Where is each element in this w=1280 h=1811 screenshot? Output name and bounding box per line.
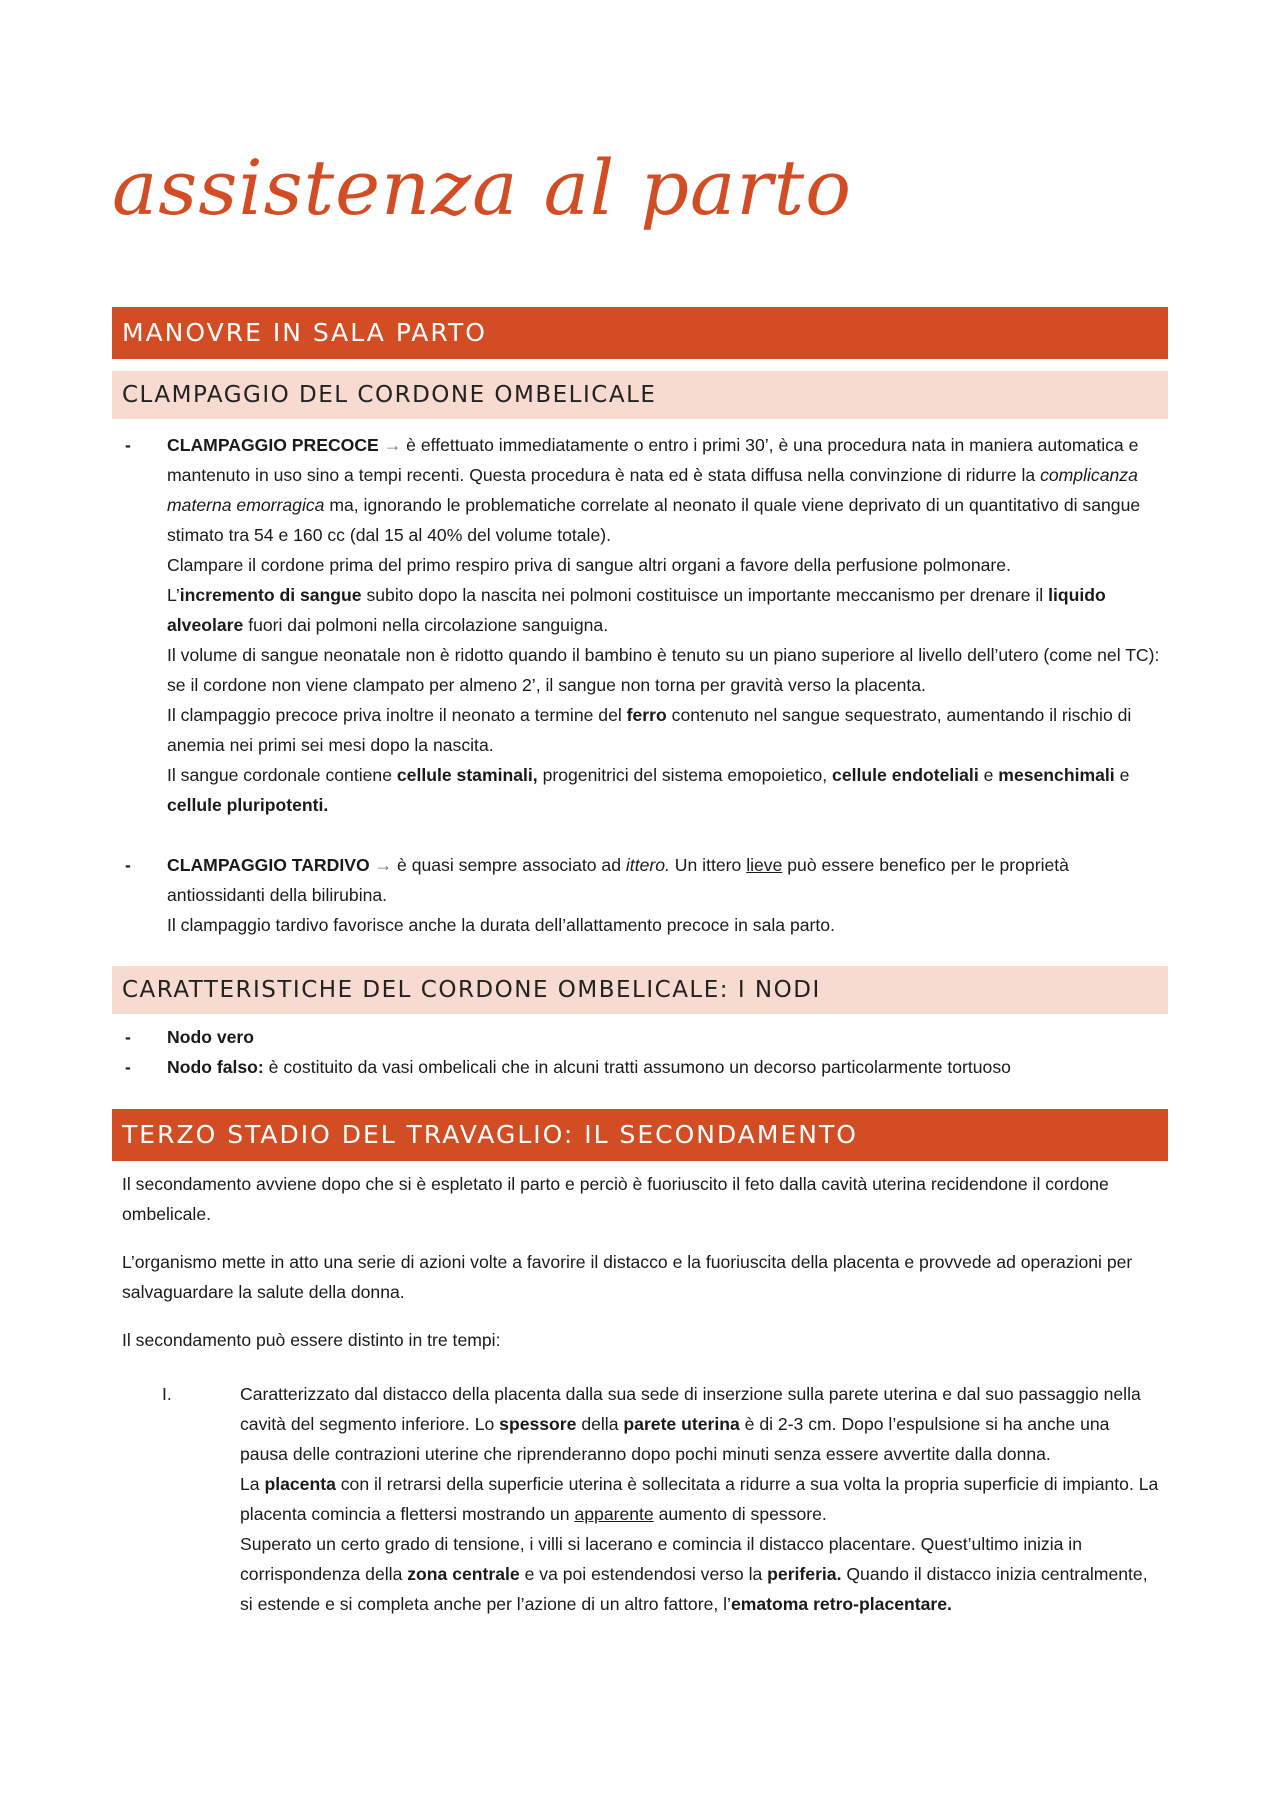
bold-text: parete uterina <box>623 1414 740 1434</box>
list-item <box>122 1022 1162 1052</box>
underlined-text: lieve <box>746 855 783 875</box>
arrow-icon: → <box>383 435 402 455</box>
bold-text: ferro <box>626 705 667 725</box>
list-item <box>122 1379 1162 1619</box>
body-text: e <box>983 765 994 785</box>
italic-text: complicanza materna emorragica <box>167 465 1138 515</box>
nodo-vero-label: Nodo vero <box>167 1027 254 1047</box>
body-text: con il retrarsi della superficie uterina è sollecitata a ridurre a sua volta la propria superficie di impianto. La placenta comincia a flettersi mostrando un <box>240 1474 1159 1524</box>
paragraph: Il secondamento può essere distinto in tre tempi: <box>122 1330 501 1350</box>
paragraph: Il secondamento avviene dopo che si è espletato il parto e perciò è fuoriuscito il feto dalla cavità uterina recidendone il cordone ombelicale. <box>122 1174 1109 1224</box>
body-text: La <box>240 1474 260 1494</box>
bold-text: placenta <box>264 1474 336 1494</box>
dash-marker: - <box>125 1027 131 1047</box>
bold-text: cellule staminali, <box>396 765 538 785</box>
body-text: contenuto nel sangue sequestrato, aumentando il rischio di anemia nei primi sei mesi dopo la nascita. <box>167 705 1132 755</box>
bold-text: mesenchimali <box>998 765 1115 785</box>
subsection-heading-nodi: CARATTERISTICHE DEL CORDONE OMBELICALE: I NODI <box>112 966 1168 1014</box>
body-text: è costituito da vasi ombelicali che in alcuni tratti assumono un decorso particolarmente tortuoso <box>268 1057 1011 1077</box>
bold-text: zona centrale <box>407 1564 520 1584</box>
bold-text: incremento di sangue <box>179 585 362 605</box>
body-text: aumento di spessore. <box>658 1504 827 1524</box>
list-item <box>122 430 1162 820</box>
paragraph: Il clampaggio tardivo favorisce anche la durata dell’allattamento precoce in sala parto. <box>167 915 835 935</box>
bold-text: spessore <box>499 1414 577 1434</box>
underlined-text: apparente <box>574 1504 654 1524</box>
clampaggio-list <box>122 430 1162 940</box>
body-text: della <box>581 1414 619 1434</box>
body-text: può essere benefico per le proprietà antiossidanti della bilirubina. <box>167 855 1069 905</box>
arrow-icon: → <box>374 855 393 875</box>
italic-text: ittero. <box>625 855 670 875</box>
bold-text: periferia. <box>767 1564 842 1584</box>
paragraph: Il volume di sangue neonatale non è ridotto quando il bambino è tenuto su un piano superiore al livello dell’utero (come nel TC): se il cordone non viene clampato per almeno 2’, il sangue non torna per gravità verso la placenta. <box>167 645 1160 695</box>
document-title: assistenza al parto <box>112 143 852 232</box>
body-text: e va poi estendendosi verso la <box>524 1564 763 1584</box>
section-heading-secondamento: TERZO STADIO DEL TRAVAGLIO: IL SECONDAMENTO <box>112 1109 1168 1161</box>
paragraph: L’organismo mette in atto una serie di azioni volte a favorire il distacco e la fuoriuscita della placenta e provvede ad operazioni per salvaguardare la salute della donna. <box>122 1252 1133 1302</box>
body-text: è effettuato immediatamente o entro i primi 30’, è una procedura nata in maniera automatica e mantenuto in uso sino a tempi recenti. Questa procedura è nata ed è stata diffusa nella convinzione di ridurre la <box>167 435 1139 485</box>
body-text: fuori dai polmoni nella circolazione sanguigna. <box>248 615 609 635</box>
bold-text: ematoma retro-placentare. <box>730 1594 952 1614</box>
list-item <box>122 1052 1162 1082</box>
body-text: Il sangue cordonale contiene <box>167 765 392 785</box>
bold-text: cellule pluripotenti. <box>167 795 329 815</box>
clampaggio-precoce-label: CLAMPAGGIO PRECOCE <box>167 435 379 455</box>
nodo-falso-label: Nodo falso: <box>167 1057 264 1077</box>
paragraph: Clampare il cordone prima del primo respiro priva di sangue altri organi a favore della perfusione polmonare. <box>167 555 1011 575</box>
body-text: ma, ignorando le problematiche correlate al neonato il quale viene deprivato di un quantitativo di sangue stimato tra 54 e 160 cc (dal 15 al 40% del volume totale). <box>167 495 1141 545</box>
body-text: e <box>1119 765 1130 785</box>
roman-numeral: I. <box>162 1384 172 1404</box>
dash-marker: - <box>125 855 131 875</box>
body-text: Un ittero <box>674 855 742 875</box>
section-heading-manovre: MANOVRE IN SALA PARTO <box>112 307 1168 359</box>
subsection-heading-clampaggio: CLAMPAGGIO DEL CORDONE OMBELICALE <box>112 371 1168 419</box>
body-text: Quando il distacco inizia centralmente, si estende e si completa anche per l’azione di un altro fattore, l’ <box>240 1564 1148 1614</box>
dash-marker: - <box>125 1057 131 1077</box>
body-text: progenitrici del sistema emopoietico, <box>542 765 828 785</box>
body-text: Il clampaggio precoce priva inoltre il neonato a termine del <box>167 705 622 725</box>
clampaggio-tardivo-label: CLAMPAGGIO TARDIVO <box>167 855 370 875</box>
body-text: L’ <box>167 585 180 605</box>
dash-marker: - <box>125 435 131 455</box>
body-text: Caratterizzato dal distacco della placenta dalla sua sede di inserzione sulla parete uterina e dal suo passaggio nella cavità del segmento inferiore. Lo <box>240 1384 1141 1434</box>
body-text: Superato un certo grado di tensione, i villi si lacerano e comincia il distacco placentare. Quest’ultimo inizia in corrispondenza della <box>240 1534 1083 1584</box>
body-text: subito dopo la nascita nei polmoni costituisce un importante meccanismo per drenare il <box>366 585 1044 605</box>
bold-text: liquido alveolare <box>167 585 1106 635</box>
body-text: è di 2-3 cm. Dopo l’espulsione si ha anche una pausa delle contrazioni uterine che riprenderanno dopo pochi minuti senza essere avvertite dalla donna. <box>240 1414 1110 1464</box>
secondamento-body <box>122 1169 1162 1619</box>
body-text: è quasi sempre associato ad <box>397 855 621 875</box>
nodi-list <box>122 1022 1162 1082</box>
list-item <box>122 850 1162 940</box>
bold-text: cellule endoteliali <box>832 765 979 785</box>
